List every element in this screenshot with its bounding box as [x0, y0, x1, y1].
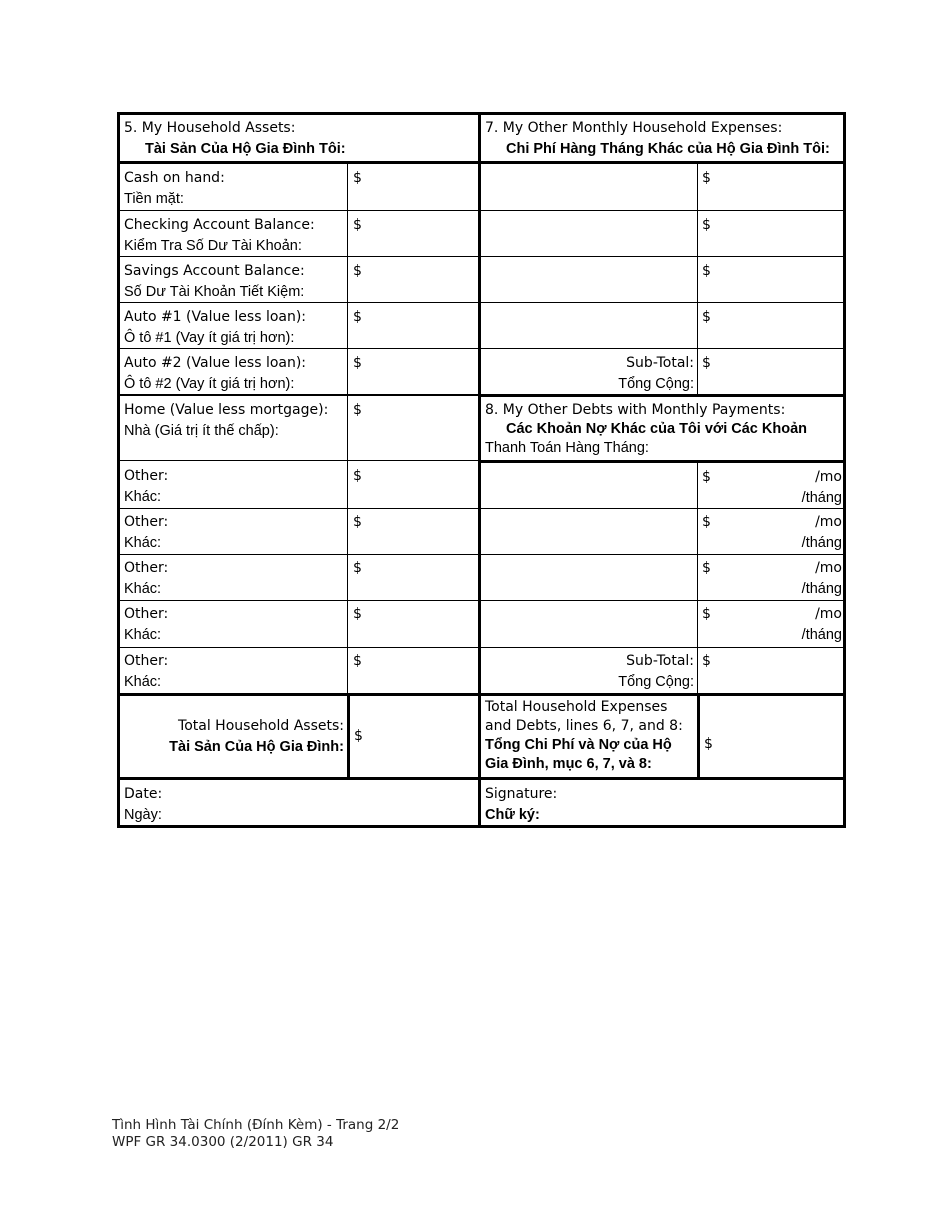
asset-row-home: Home (Value less mortgage): Nhà (Giá trị ít thế chấp):: [124, 402, 329, 439]
asset-auto1-amount[interactable]: $: [353, 309, 362, 325]
asset-row-other-2: Other: Khác:: [124, 514, 169, 551]
asset-other5-amount[interactable]: $: [353, 653, 362, 669]
asset-savings-amount[interactable]: $: [353, 263, 362, 279]
asset-other3-amount[interactable]: $: [353, 560, 362, 576]
debt-amount-2[interactable]: $ /mo /tháng: [702, 514, 842, 551]
expense-amount-2[interactable]: $: [702, 217, 711, 233]
debt-amount-1[interactable]: $ /mo /tháng: [702, 469, 842, 506]
debt-item-4[interactable]: [481, 600, 697, 646]
debt-amount-4[interactable]: $ /mo /tháng: [702, 606, 842, 643]
section8-title-vn2: Thanh Toán Hàng Tháng:: [485, 440, 649, 456]
footer-title: Tình Hình Tài Chính (Đính Kèm) - Trang 2/2: [112, 1117, 400, 1133]
section5-title-vn: Tài Sản Của Hộ Gia Đình Tôi: [145, 141, 341, 157]
section8-header: [481, 397, 846, 461]
asset-other4-amount[interactable]: $: [353, 606, 362, 622]
expense-subtotal-amount[interactable]: $: [702, 355, 711, 371]
debt-item-2[interactable]: [481, 508, 697, 554]
expense-amount-1[interactable]: $: [702, 170, 711, 186]
financial-form: [117, 112, 846, 828]
total-assets-label: Total Household Assets: Tài Sản Của Hộ Gia Đình:: [169, 718, 344, 755]
section8-title: 8. My Other Debts with Monthly Payments:: [485, 402, 786, 418]
expense-amount-3[interactable]: $: [702, 263, 711, 279]
expense-item-3[interactable]: [481, 257, 697, 303]
section7-title-vn: Chi Phí Hàng Tháng Khác của Hộ Gia Đình Tôi: [506, 141, 826, 157]
asset-row-cash: Cash on hand: Tiền mặt:: [124, 170, 225, 207]
expense-amount-4[interactable]: $: [702, 309, 711, 325]
debt-item-3[interactable]: [481, 554, 697, 600]
signature-field[interactable]: Signature: Chữ ký:: [485, 786, 558, 823]
section8-title-vn: Các Khoản Nợ Khác của Tôi với Các Khoản: [506, 421, 808, 437]
asset-row-savings: Savings Account Balance: Số Dư Tài Khoản Tiết Kiệm:: [124, 263, 305, 300]
debt-subtotal-label: Sub-Total: Tổng Cộng:: [618, 653, 694, 690]
section7-header: 7. My Other Monthly Household Expenses: Chi Phí Hàng Tháng Khác của Hộ Gia Đình Tôi:: [481, 115, 846, 163]
asset-checking-amount[interactable]: $: [353, 217, 362, 233]
asset-cash-amount[interactable]: $: [353, 170, 362, 186]
expense-item-4[interactable]: [481, 303, 697, 349]
date-field[interactable]: Date: Ngày:: [124, 786, 163, 823]
expense-item-1[interactable]: [481, 164, 697, 210]
debt-amount-3[interactable]: $ /mo /tháng: [702, 560, 842, 597]
expense-item-2[interactable]: [481, 211, 697, 257]
total-assets-amount[interactable]: $: [354, 728, 363, 744]
debt-subtotal-amount[interactable]: $: [702, 653, 711, 669]
section7-title: 7. My Other Monthly Household Expenses:: [485, 120, 783, 136]
asset-other1-amount[interactable]: $: [353, 468, 362, 484]
debt-item-1[interactable]: [481, 463, 697, 509]
section5-title: 5. My Household Assets:: [124, 120, 296, 136]
asset-auto2-amount[interactable]: $: [353, 355, 362, 371]
asset-other2-amount[interactable]: $: [353, 514, 362, 530]
asset-row-checking: Checking Account Balance: Kiểm Tra Số Dư Tài Khoản:: [124, 217, 315, 254]
asset-row-other-5: Other: Khác:: [124, 653, 169, 690]
grand-total-amount[interactable]: $: [704, 736, 713, 752]
footer-form-id: WPF GR 34.0300 (2/2011) GR 34: [112, 1134, 334, 1150]
asset-row-auto2: Auto #2 (Value less loan): Ô tô #2 (Vay ít giá trị hơn):: [124, 355, 307, 392]
section5-header: 5. My Household Assets: Tài Sản Của Hộ Gia Đình Tôi:: [120, 115, 478, 163]
asset-home-amount[interactable]: $: [353, 402, 362, 418]
grand-total-label: Total Household Expenses and Debts, lines 6, 7, and 8: Tổng Chi Phí và Nợ của Hộ Gia Đình, mục 6, 7, và 8:: [485, 699, 683, 772]
asset-row-other-1: Other: Khác:: [124, 468, 169, 505]
asset-row-auto1: Auto #1 (Value less loan): Ô tô #1 (Vay ít giá trị hơn):: [124, 309, 307, 346]
asset-row-other-4: Other: Khác:: [124, 606, 169, 643]
page-footer: [112, 1117, 399, 1151]
expense-subtotal-label: Sub-Total: Tổng Cộng:: [618, 355, 694, 392]
asset-row-other-3: Other: Khác:: [124, 560, 169, 597]
